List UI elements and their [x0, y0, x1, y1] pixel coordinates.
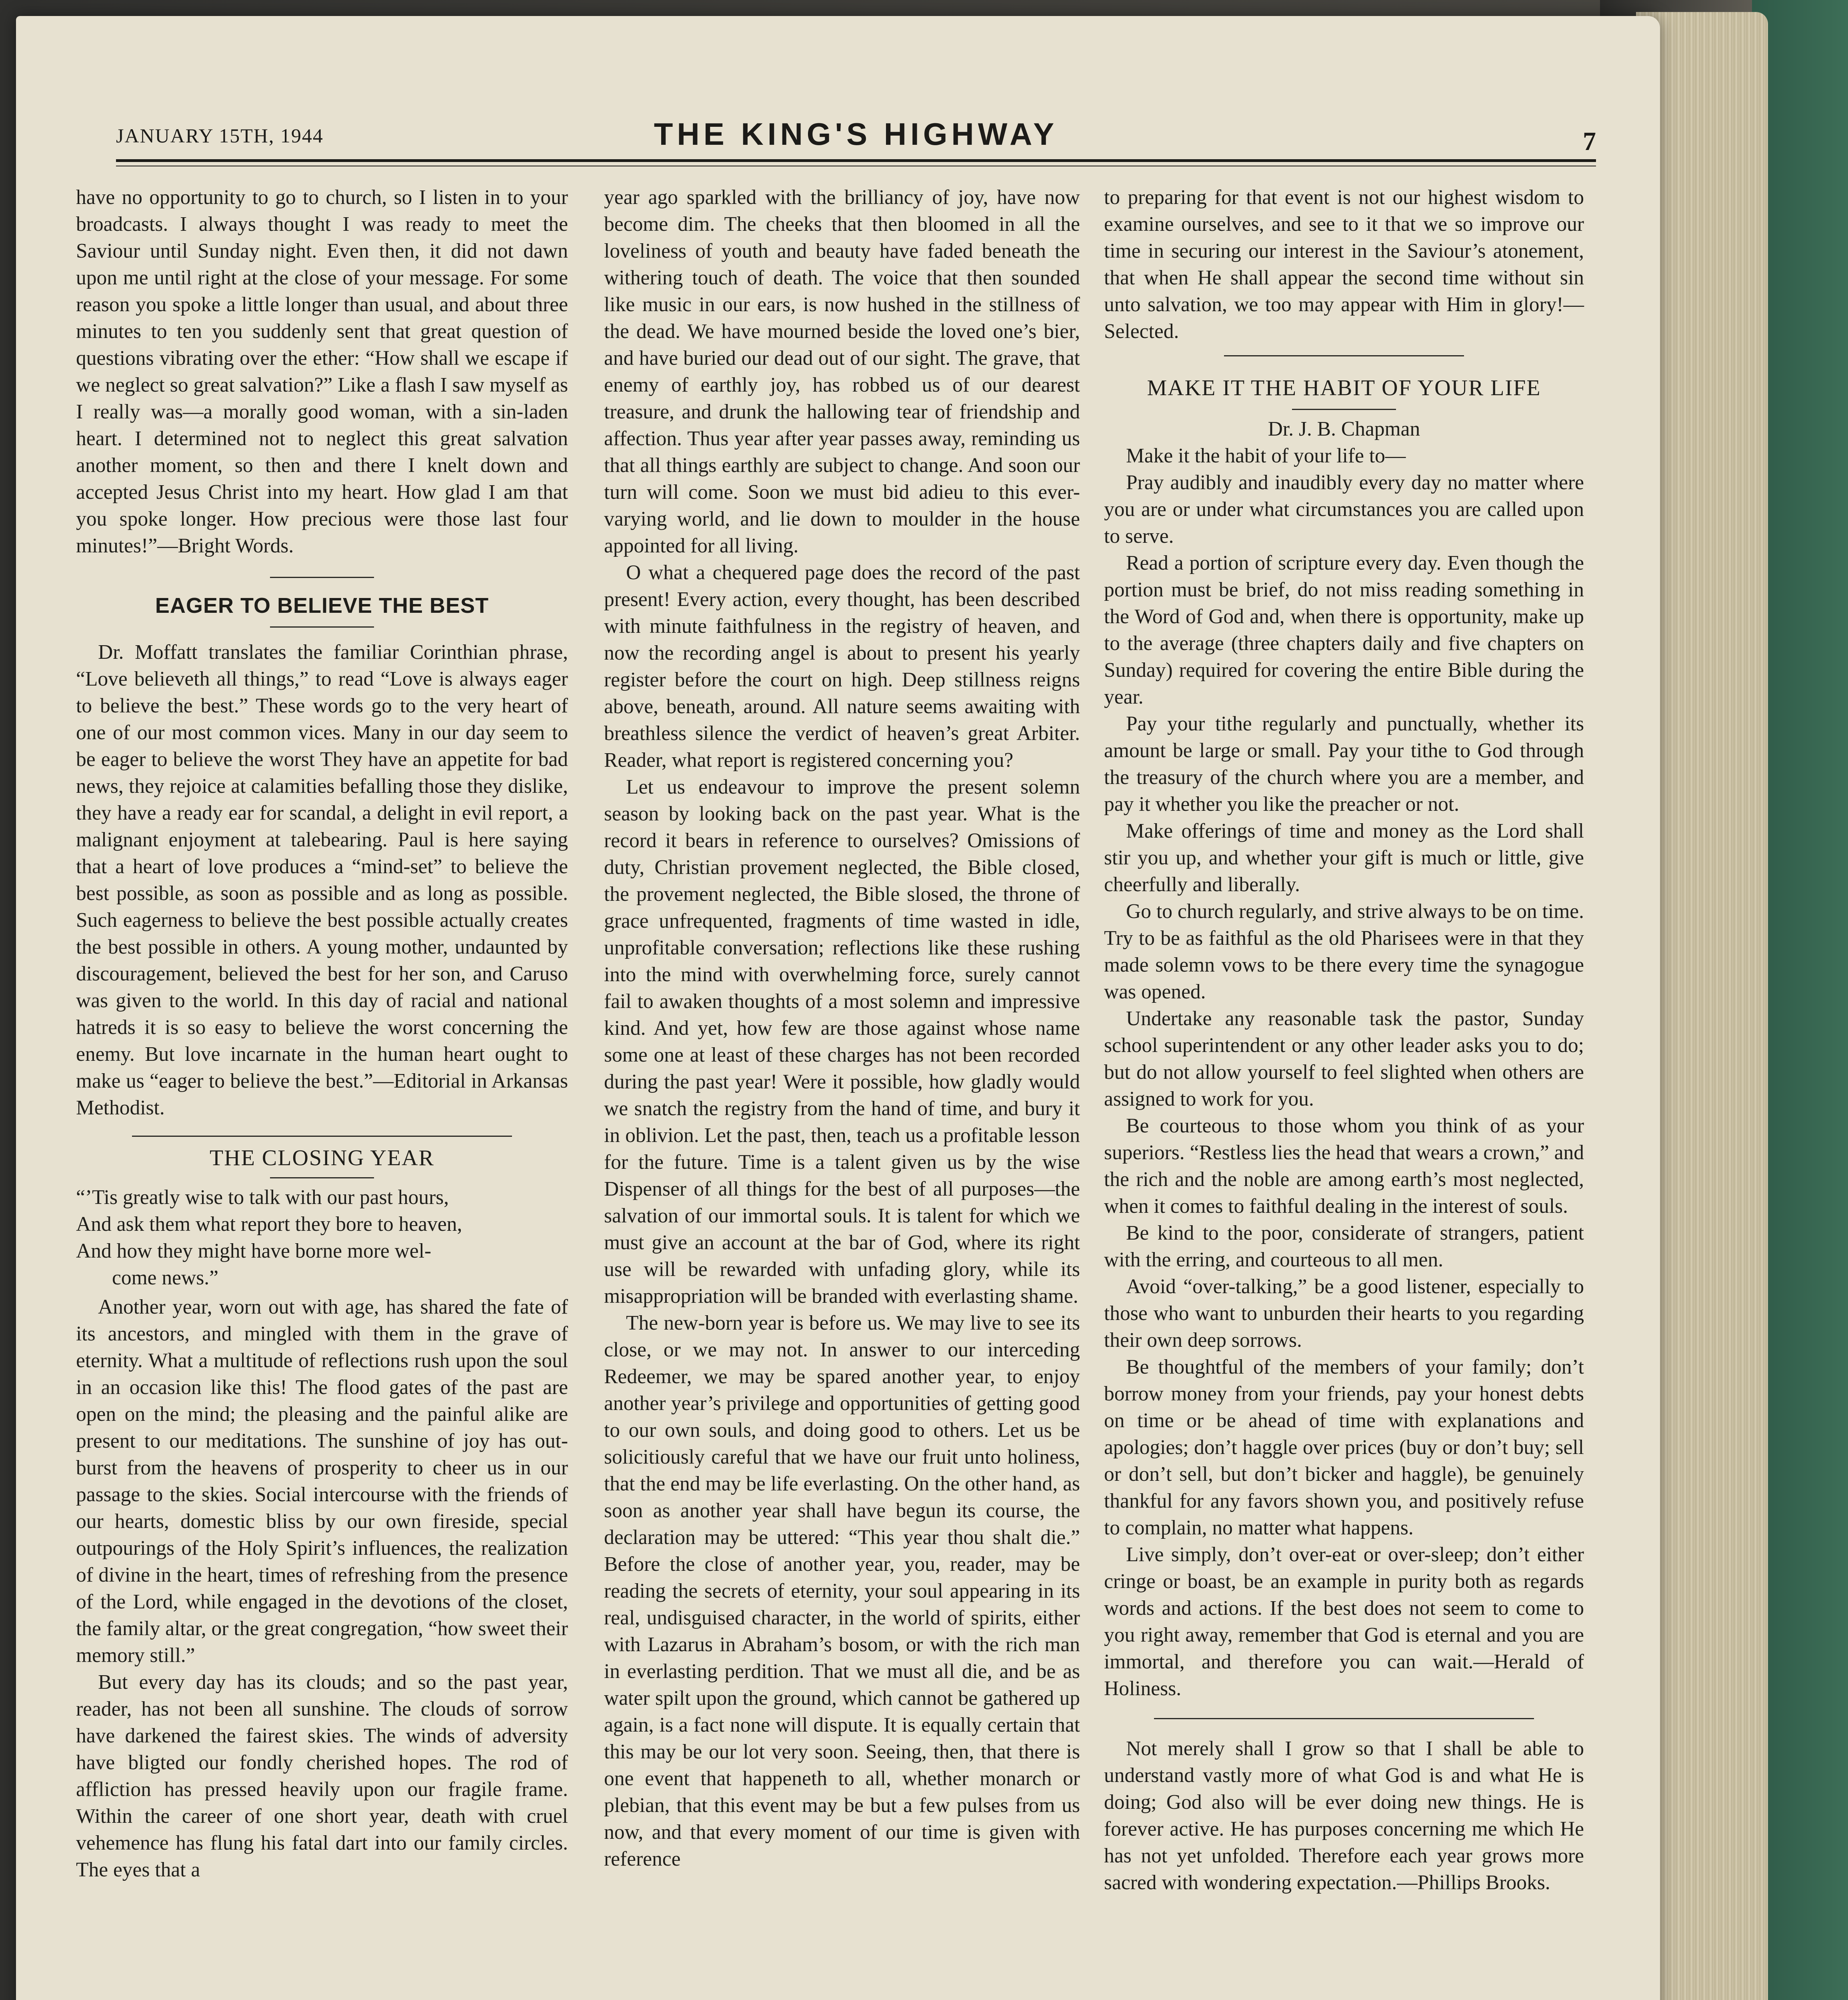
header-rule [116, 159, 1596, 162]
poem-quote [76, 1184, 568, 1291]
page-header [116, 116, 1596, 176]
poem-line: And how they might have borne more wel- [76, 1240, 432, 1262]
article-paragraph: Live simply, don’t over-eat or over-sleep; don’t either cringe or boast, be an example in purity both as regards words and actions. If the best does not seem to come to you right away, remember that God is eternal and you are immortal, and therefore you can wait.—Herald of Holiness. [1104, 1543, 1584, 1700]
article-paragraph: Another year, worn out with age, has shared the fate of its ancestors, and mingled with them in the grave of eternity. What a multitude of reflections rush upon the soul in an occasion like this! The flood gates of the past are open on the mind; the pleasing and the painful alike are present to our meditations. The sunshine of joy has out-burst from the heavens of prosperity to cheer us in our passage to the skies. Social intercourse with the friends of our hearts, domestic bliss by our own fireside, special outpourings of the Holy Spirit’s influences, the realization of divine in the heart, times of refreshing from the presence of the Lord, while engaged in the devotions of the closet, the family altar, or the great congregation, “how sweet their memory still.” [76, 1296, 568, 1667]
article-paragraph: Let us endeavour to improve the present solemn season by looking back on the past year. What is the record it bears in reference to ourselves? Omissions of duty, Christian provement neglected, the Bible closed, the provement neglected, the Bible slosed, the throne of grace unfrequented, fragments of time wasted in idle, unprofitable conversation; reflections like these rushing into the mind with overwhelming force, surely cannot fail to awaken thoughts of a most solemn and impressive kind. And yet, how few are those against whose name some one at least of these charges has not been recorded during the past year! Were it possible, how gladly would we snatch the registry from the hand of time, and bury it in oblivion. Let the past, then, teach us a profitable lesson for the future. Time is a talent given us by the wise Dispenser of all things for the best of all purposes—the salvation of our immortal souls. It is talent for which we must give an account at the bar of God, where its right use will be rewarded with unfading glory, while its misappropriation will be branded with everlasting shame. [604, 776, 1080, 1308]
column-1 [76, 184, 568, 1883]
quote-paragraph: Not merely shall I grow so that I shall be able to understand vastly more of what God is and what He is doing; God also will be ever doing new things. He is forever active. He has purposes concerning me which He has not yet unfolded. Therefore each year grows more sacred with wondering expectation.—Phillips Brooks. [1104, 1737, 1584, 1894]
author-byline: Dr. J. B. Chapman [1268, 418, 1420, 440]
continued-paragraph: year ago sparkled with the brilliancy of joy, have now become dim. The cheeks that then bloomed in all the loveliness of youth and beauty have faded beneath the withering touch of death. The voice that then sounded like music in our ears, is now hushed in the stillness of the dead. We have mourned beside the loved one’s bier, and have buried our dead out of our sight. The grave, that enemy of earthly joy, has robbed us of our dearest treasure, and drunk the hallowing tear of friendship and affection. Thus year after year passes away, reminding us that all things earthly are subject to change. And soon our turn will come. Soon we must bid adieu to this ever-varying world, and lie down to moulder in the house appointed for all living. [604, 186, 1080, 557]
article-paragraph: Be kind to the poor, considerate of strangers, patient with the erring, and courteous to all men. [1104, 1222, 1584, 1271]
column-2 [604, 184, 1080, 1872]
column-3 [1104, 184, 1584, 1896]
poem-line: come news.” [112, 1266, 218, 1289]
article-paragraph: Read a portion of scripture every day. Even though the portion must be brief, do not miss reading something in the Word of God and, when there is opportunity, make up to the average (three chapters daily and five chapters on Sunday) required for covering the entire Bible during the year. [1104, 552, 1584, 708]
article-paragraph: Be thoughtful of the members of your family; don’t borrow money from your friends, pay your honest debts on time or be ahead of time with explanations and apologies; don’t haggle over prices (buy or don’t buy; sell or don’t sell, but don’t bicker and haggle), be genuinely thankful for any favors shown you, and positively refuse to complain, no matter what happens. [1104, 1356, 1584, 1539]
article-paragraph: Pray audibly and inaudibly every day no matter where you are or under what circumstances you are called upon to serve. [1104, 471, 1584, 548]
article-paragraph: Dr. Moffatt translates the familiar Corinthian phrase, “Love believeth all things,” to read “Love is always eager to believe the best.” These words go to the very heart of one of our most common vices. Many in our day seem to be eager to believe the worst They have an appetite for bad news, they rejoice at calamities befalling those they dislike, they have a ready ear for scandal, a delight in evil report, a malignant enjoyment at talebearing. Paul is here saying that a heart of love produces a “mind-set” to believe the best possible, as soon as possible and as long as possible. Such eagerness to believe the best possible actually creates the best possible in others. A young mother, undaunted by discouragement, believed the best for her son, and Caruso was given to the world. In this day of racial and national hatreds it is so easy to believe the worst concerning the enemy. But love incarnate in the human heart ought to make us “eager to believe the best.”—Editorial in Arkansas Methodist. [76, 641, 568, 1119]
article-heading-closing-year: THE CLOSING YEAR [210, 1146, 434, 1170]
article-paragraph: Make it the habit of your life to— [1126, 444, 1406, 467]
article-paragraph: The new-born year is before us. We may live to see its close, or we may not. In answer to our interceding Redeemer, we may be spared another year, to enjoy another year’s privilege and opportunities of getting good to our own souls, and doing good to others. Let us be solicitiously careful that we have our fruit unto holiness, that the end may be life everlasting. On the other hand, as soon as another year shall have begun its course, the declaration may be uttered: “This year thou shalt die.” Before the close of another year, you, reader, may be reading the secrets of eternity, your soul appearing in its real, undisguised character, in the world of spirits, either with Lazarus in Abraham’s bosom, or with the rich man in everlasting perdition. That we must all die, and be as water spilt upon the ground, which cannot be gathered up again, is a fact none will dispute. It is equally certain that this may be our lot very soon. Seeing, then, that there is one event that happeneth to all, whether monarch or plebian, that this event may be but a few pulses from us now, and that every moment of our time is given with reference [604, 1312, 1080, 1870]
article-paragraph: Make offerings of time and money as the Lord shall stir you up, and whether your gift is much or little, give cheerfully and liberally. [1104, 820, 1584, 896]
article-heading-habit: MAKE IT THE HABIT OF YOUR LIFE [1147, 376, 1541, 400]
issue-date: JANUARY 15TH, 1944 [116, 124, 324, 147]
continued-paragraph: have no opportunity to go to church, so I listen in to your broadcasts. I always thought I was ready to meet the Saviour until Sunday night. Even then, it did not dawn upon me until right at the close of your message. For some reason you spoke a little longer than usual, and about three minutes to ten you suddenly sent that great question of questions vibrating over the ether: “How shall we escape if we neglect so great salvation?” Like a flash I saw myself as I really was—a morally good woman, with a sin-laden heart. I determined not to neglect this great salvation another moment, so then and there I knelt down and accepted Jesus Christ into my heart. How glad I am that you spoke longer. How precious were those last four minutes!”—Bright Words. [76, 186, 568, 557]
page-number: 7 [1583, 127, 1596, 156]
article-paragraph: Undertake any reasonable task the pastor, Sunday school superintendent or any other leader asks you to do; but do not allow yourself to feel slighted when others are assigned to work for you. [1104, 1007, 1584, 1110]
continued-paragraph: to preparing for that event is not our highest wisdom to examine ourselves, and see to it that we so improve our time in securing our interest in the Saviour’s atonement, that when He shall appear the second time without sin unto salvation, we too may appear with Him in glory!—Selected. [1104, 186, 1584, 343]
article-paragraph: O what a chequered page does the record of the past present! Every action, every thought, has been described with minute faithfulness in the registry of heaven, and now the recording angel is about to present his yearly register before the court on high. Deep stillness reigns above, beneath, around. All nature seems awaiting with breathless silence the verdict of heaven’s great Arbiter. Reader, what report is registered concerning you? [604, 561, 1080, 772]
article-heading-eager: EAGER TO BELIEVE THE BEST [155, 594, 489, 618]
magazine-title: THE KING'S HIGHWAY [654, 116, 1058, 152]
poem-line: And ask them what report they bore to heaven, [76, 1213, 462, 1236]
poem-line: “’Tis greatly wise to talk with our past hours, [76, 1186, 449, 1209]
article-paragraph: Go to church regularly, and strive always to be on time. Try to be as faithful as the old Pharisees were in that they made solemn vows to be there every time the synagogue was opened. [1104, 900, 1584, 1003]
article-paragraph: But every day has its clouds; and so the past year, reader, has not been all sunshine. The clouds of sorrow have darkened the fairest skies. The winds of adversity have bligted our fondly cherished hopes. The rod of affliction has pressed heavily upon our fragile frame. Within the career of one short year, death with cruel vehemence has flung his fatal dart into our family circles. The eyes that a [76, 1671, 568, 1881]
article-paragraph: Avoid “over-talking,” be a good listener, especially to those who want to unburden their hearts to you regarding their own deep sorrows. [1104, 1275, 1584, 1352]
article-paragraph: Pay your tithe regularly and punctually, whether its amount be large or small. Pay your tithe to God through the treasury of the church where you are a member, and pay it whether you like the preacher or not. [1104, 712, 1584, 816]
article-paragraph: Be courteous to those whom you think of as your superiors. “Restless lies the head that wears a crown,” and the rich and the noble are among earth’s most neglected, when it comes to faithful dealing in the interest of souls. [1104, 1114, 1584, 1218]
